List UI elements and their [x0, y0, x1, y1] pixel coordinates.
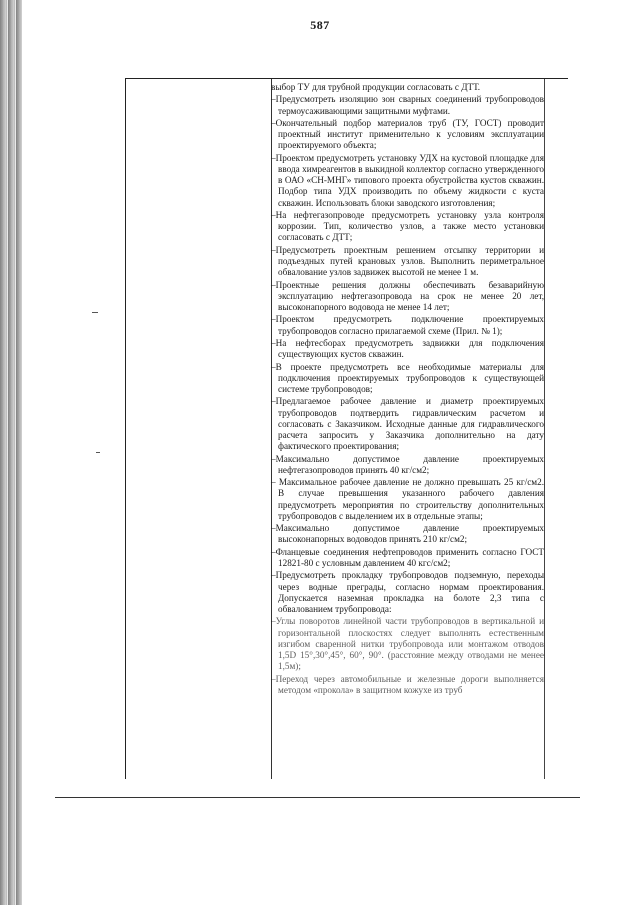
list-item: –Предусмотреть проектным решением отсыпку территории и подъездных путей крановых узлов. Выполнить периметральное обвалование узлов задвижек высотой не менее 1 м. [271, 244, 544, 278]
list-item: –Предусмотреть прокладку трубопроводов подземную, переходы через водные преграды, согласно нормам проектирования. Допускается наземная прокладка на болоте 2,3 типа с обвалованием трубопровода: [271, 570, 544, 614]
list-item: –Проектные решения должны обеспечивать безаварийную эксплуатацию нефтегазопровода на срок не менее 20 лет, высоконапорного водовода не менее 14 лет; [271, 279, 544, 312]
list-item: –Предлагаемое рабочее давление и диаметр проектируемых трубопроводов подтвердить гидравлическим расчетом и согласовать с Заказчиком. Исходные данные для гидравлического расчета запросить у Заказчика дополнительно на дату фактического проектирования; [271, 396, 544, 452]
list-item: –В проекте предусмотреть все необходимые материалы для подключения проектируемых трубопроводов к существующей системе трубопроводов; [271, 361, 544, 394]
list-item: –Фланцевые соединения нефтепроводов применить согласно ГОСТ 12821-80 с условным давлением 40 кгс/см2; [271, 546, 544, 568]
list-item: –Проектом предусмотреть подключение проектируемых трубопроводов согласно прилагаемой схеме (Прил. № 1); [271, 314, 544, 336]
list-item: –Углы поворотов линейной части трубопроводов в вертикальной и горизонтальной плоскостях следует выполнять естественным изгибом сваренной нитки трубопровода или монтажом отводов 1,5D 15°,30°,45°, 60°, 90°. (расстояние между отводами не менее 1,5м); [271, 616, 544, 672]
list-item: выбор ТУ для трубной продукции согласовать с ДТТ. [271, 82, 481, 92]
page-number: 587 [310, 18, 330, 32]
scan-speck [96, 452, 100, 453]
list-item: –Проектом предусмотреть установку УДХ на кустовой площадке для ввода химреагентов в выкидной коллектор согласно утвержденного в ОАО «СН-МНГ» типового проекта обустройства кустов скважин. Подбор типа УДХ производить по объему жидкости с куста скважин. Использовать блоки заводского изготовления; [271, 152, 544, 208]
list-item: –Окончательный подбор материалов труб (ТУ, ГОСТ) проводит проектный институт применительно к условиям эксплуатации проектируемого объекта; [271, 117, 544, 151]
list-item: –Максимально допустимое давление проектируемых высоконапорных водоводов принять 210 кг/см2; [271, 523, 544, 545]
list-item: – Максимальное рабочее давление не должно превышать 25 кг/см2. В случае превышения указанного рабочего давления предусмотреть мероприятия по строительству дополнительных трубопроводов с выделением их в отдельные этапы; [271, 477, 544, 521]
scan-speck [92, 312, 98, 313]
footer-rule [55, 797, 580, 798]
table-right-edge [544, 79, 545, 779]
scan-edge-artifact [0, 0, 22, 905]
list-item: –Предусмотреть изоляцию зон сварных соединений трубопроводов термоусаживающими защитными муфтами. [271, 94, 544, 116]
list-item: –Переход через автомобильные и железные дороги выполняется методом «прокола» в защитном кожухе из труб [271, 673, 544, 695]
list-item: –На нефтегазопроводе предусмотреть установку узла контроля коррозии. Тип, количество узлов, а также место установки согласовать с ДТТ; [271, 209, 544, 243]
requirements-text-column [271, 82, 544, 697]
list-item: –На нефтесборах предусмотреть задвижки для подключения существующих кустов скважин. [271, 337, 544, 360]
list-item: –Максимально допустимое давление проектируемых нефтегазопроводов принять 40 кг/см2; [271, 453, 544, 475]
